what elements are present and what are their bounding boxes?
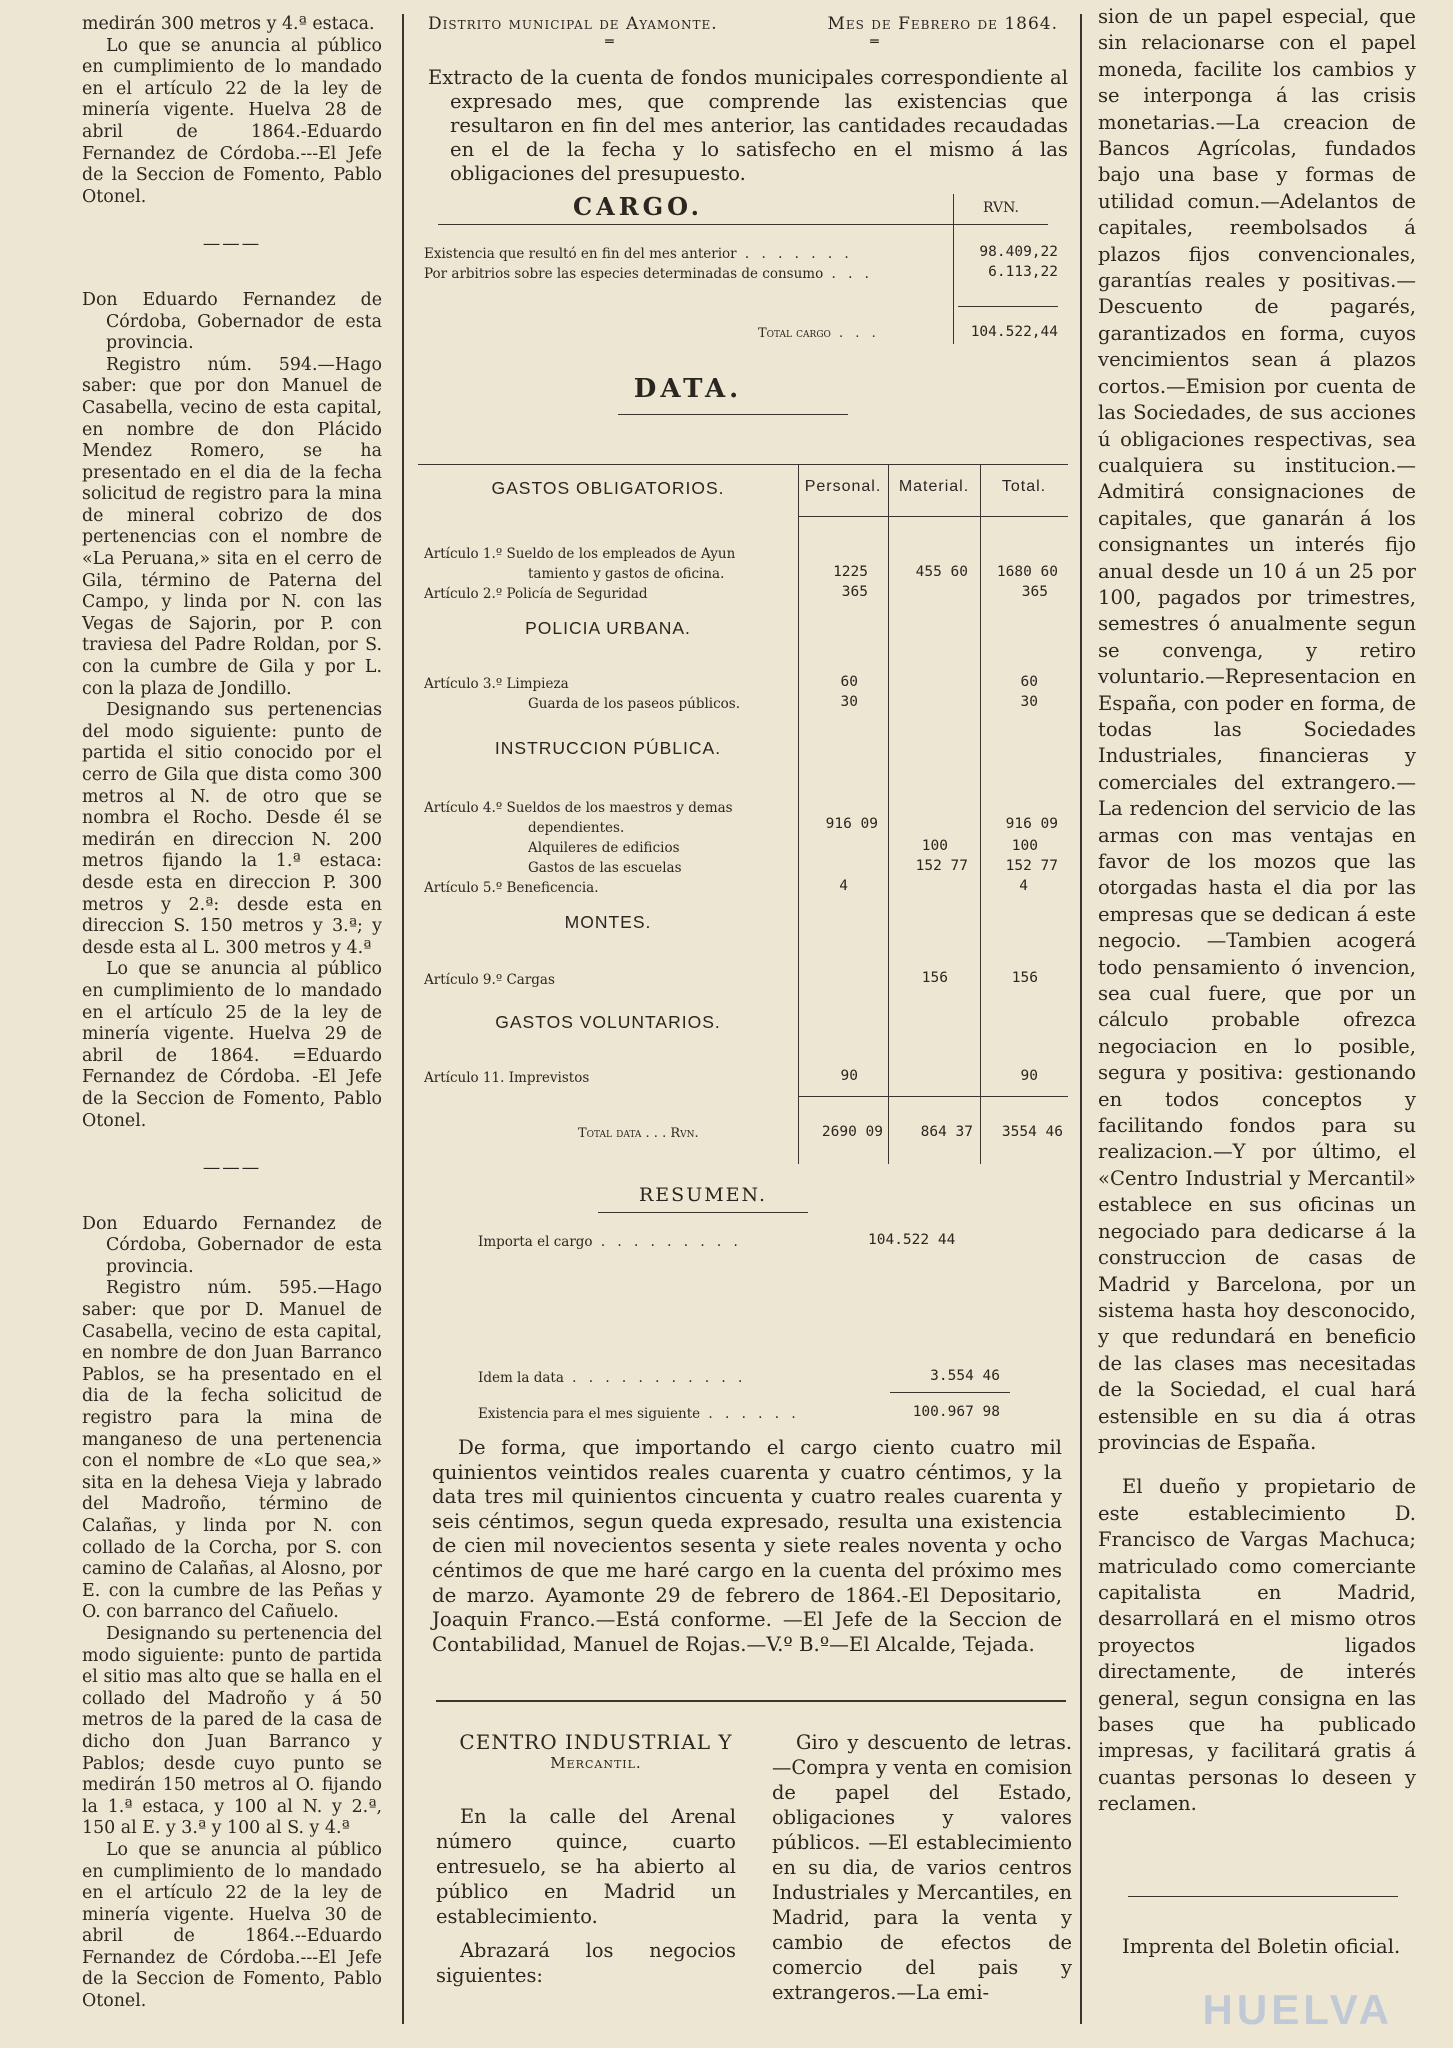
- col1-p5: Designando sus pertenencias del modo siguiente: punto de partida el sitio conocido por el cerro de Gila que dista como 300 metros al N. de otro que se nombra el Rocho. Desde él se medirán en direccion N. 200 metros fijando la 1.ª estaca: desde esta en direccion P. 300 metros y 2.ª: desde esta en direccion S. 150 metros y 3.ª; y desde esta al L. 300 metros y 4.ª: [82, 700, 382, 958]
- col-header-material: Material.: [898, 478, 970, 495]
- art9-total: 156: [1011, 970, 1038, 986]
- col1-p7: Don Eduardo Fernandez de Córdoba, Gobernador de esta provincia.: [82, 1213, 382, 1277]
- resumen-row: Importa el cargo . . . . . . . . .: [478, 1234, 742, 1250]
- col3-p2: El dueño y propietario de este establecimiento D. Francisco de Vargas Machuca; matriculado como comerciante capitalista en Madrid, desarrollará en el mismo otros proyectos ligados directamente, de interés general, segun consigna en las bases que ha publicado impresas, y facilitará gratis á cuantas personas lo deseen y reclamen.: [1098, 1475, 1416, 1816]
- art3-personal: 60: [840, 674, 858, 690]
- art4d-material: 152 77: [915, 858, 968, 874]
- art4-personal: 916 09: [825, 816, 878, 832]
- separator: ———: [202, 234, 262, 255]
- art11: Artículo 11. Imprevistos: [424, 1070, 590, 1086]
- art4-line1: Artículo 4.º Sueldos de los maestros y demas: [424, 800, 733, 816]
- col1-p1: medirán 300 metros y 4.ª estaca.: [82, 14, 375, 34]
- cil-title-line1: CENTRO INDUSTRIAL Y: [459, 1730, 733, 1754]
- resumen-row-label: Importa el cargo: [478, 1234, 593, 1250]
- art5: Artículo 5.º Beneficencia.: [424, 880, 599, 896]
- cargo-row-value: 6.113,22: [988, 264, 1058, 280]
- col3-p1: sion de un papel especial, que sin relacionarse con el papel moneda, facilite los cambios y se interponga á las crisis monetarias.—La creacion de Bancos Agrícolas, fundados bajo una base y formas de utilidad comun.—Adelantos de capitales, reembolsados á plazos fijos convencionales, garantías reales y positivas.—Descuento de pagarés, garantizados en forma, cuyos vencimientos sean á plazos cortos.—Emision por cuenta de las Sociedades, de sus acciones ú obligaciones respectivas, sea cualquiera su institucion.—Admitirá consignaciones de capitales, que ganarán á los consignantes un interés fijo anual desde un 10 á un 25 por 100, pagados por trimestres, semestres ó anualmente segun se convenga, y retiro voluntario.—Representacion en España, con poder en forma, de todas las Sociedades Industriales, financieras y comerciales del extrangero.—La redencion del servicio de las armas con mas ventajas en favor de los mozos que las otorgadas hasta el dia por las empresas que se dedican á este negocio. —Tambien acogerá todo pensamiento ó invencion, sea cual fuere, que por un cálculo probable ofrezca negociacion en lo posible, segura y positiva: gestionando en todos conceptos y facilitando fondos para su realizacion.—Y por último, el «Centro Industrial y Mercantil» establece en sus oficinas un negociado para dedicarse á la construccion de casas de Madrid y Barcelona, por un sistema hasta hoy desconocido, y que redundará en beneficio de las clases mas necesitadas de la Sociedad, el cual hará estensible en su dia á otras provincias de España.: [1098, 5, 1416, 1454]
- rule: [798, 516, 1068, 517]
- art2: Artículo 2.º Policía de Seguridad: [424, 586, 648, 602]
- cil-p3: Giro y descuento de letras. —Compra y venta en comision de papel del Estado, obligaciones y valores públicos. —El establecimiento en su dia, de varios centros Industriales y Mercantiles, en Madrid, para la venta y cambio de efectos de comercio del pais y extrangeros.—La emi-: [772, 1731, 1072, 2004]
- cil-p2: Abrazará los negocios siguientes:: [436, 1939, 736, 1987]
- rule: [598, 1212, 808, 1213]
- accounts-ledger: [418, 186, 1068, 1266]
- col1-p2: Lo que se anuncia al público en cumplimiento de lo mandado en el artículo 22 de la ley de minería vigente. Huelva 28 de abril de 1864.-Eduardo Fernandez de Córdoba.---El Jefe de la Seccion de Fomento, Pablo Otonel.: [82, 35, 382, 207]
- rule: [436, 1700, 1066, 1702]
- total-cargo-value: 104.522,44: [970, 324, 1058, 340]
- section-montes: MONTES.: [564, 912, 652, 932]
- rule: [418, 464, 1068, 465]
- cil-p1: En la calle del Arenal número quince, cuarto entresuelo, se ha abierto al público en Madrid un establecimiento.: [436, 1805, 736, 1928]
- cargo-row: Existencia que resultó en fin del mes anterior . . . . . . .: [424, 246, 853, 262]
- art3b-total: 30: [1020, 694, 1038, 710]
- art1-personal: 1225: [833, 564, 868, 580]
- art9-material: 156: [921, 970, 948, 986]
- cargo-row: Por arbitrios sobre las especies determinadas de consumo . . .: [424, 266, 873, 282]
- art4d: Gastos de las escuelas: [528, 860, 682, 876]
- rvn-label: RVN.: [983, 200, 1019, 216]
- col1-p3: Don Eduardo Fernandez de Córdoba, Gobernador de esta provincia.: [82, 289, 382, 354]
- separator: ———: [202, 1158, 262, 1179]
- resumen-row-value: 3.554 46: [930, 1368, 1000, 1384]
- accounts-header: [418, 14, 1068, 34]
- rule: [798, 1096, 1068, 1097]
- col-header-total: Total.: [1001, 478, 1047, 495]
- art4c: Alquileres de edificios: [528, 840, 680, 856]
- resumen-row-label: Idem la data: [478, 1370, 564, 1386]
- cil-title-line2: Mercantil.: [550, 1754, 642, 1772]
- art1-total: 1680 60: [996, 564, 1058, 580]
- resumen-row: Idem la data . . . . . . . . . . .: [478, 1370, 747, 1386]
- rule: [798, 464, 799, 1164]
- art4c-total: 100: [1011, 838, 1038, 854]
- art1-material: 455 60: [915, 564, 968, 580]
- section-instruccion: INSTRUCCION PÚBLICA.: [494, 738, 722, 758]
- resumen-title: RESUMEN.: [639, 1184, 767, 1206]
- col1-p9: Designando su pertenencia del modo siguiente: punto de partida el sitio mas alto que se halla en el collado del Madroño y á 50 metros de la pared de la casa de dicho don Juan Barranco y Pablos; desde cuyo punto se medirán 150 metros al O. fijando la 1.ª estaca, y 100 al N. y 2.ª, 150 al E. y 3.ª y 100 al S. y 4.ª: [82, 1623, 382, 1839]
- section-policia: POLICIA URBANA.: [525, 618, 691, 638]
- art3: Artículo 3.º Limpieza: [424, 676, 569, 692]
- rule: [980, 464, 981, 1164]
- art1-line2: tamiento y gastos de oficina.: [528, 566, 725, 582]
- resumen-row-value: 100.967 98: [912, 1404, 1000, 1420]
- cargo-row-value: 98.409,22: [979, 244, 1058, 260]
- resumen-row: Existencia para el mes siguiente . . . . . .: [478, 1406, 800, 1422]
- col1-p10: Lo que se anuncia al público en cumplimiento de lo mandado en el artículo 22 de la ley de minería vigente. Huelva 30 de abril de 1864.--Eduardo Fernandez de Córdoba.---El Jefe de la Seccion de Fomento, Pablo Otonel.: [82, 1839, 382, 2012]
- art11-total: 90: [1020, 1068, 1038, 1084]
- section-voluntarios: GASTOS VOLUNTARIOS.: [495, 1012, 721, 1032]
- total-total: 3554 46: [1001, 1124, 1063, 1140]
- resumen-row-value: 104.522 44: [868, 1232, 956, 1248]
- art4-total: 916 09: [1005, 816, 1058, 832]
- closing-paragraph: De forma, que importando el cargo ciento cuatro mil quinientos veintidos reales cuarenta y cuatro céntimos, y la data tres mil quinientos cincuenta y cuatro reales cuarenta y seis céntimos, segun queda expresado, resulta una existencia de cien mil novecientos sesenta y siete reales noventa y ocho céntimos de que me haré cargo en la cuenta del próximo mes de marzo. Ayamonte 29 de febrero de 1864.-El Depositario, Joaquin Franco.—Está conforme. —El Jefe de la Seccion de Contabilidad, Manuel de Rojas.—V.º B.º—El Alcalde, Tejada.: [432, 1436, 1062, 1656]
- total-data-label: Total data . . . Rvn.: [578, 1126, 699, 1141]
- extract-paragraph: Extracto de la cuenta de fondos municipales correspondiente al expresado mes, que comprende las existencias que resultaron en fin del mes anterior, las cantidades recaudadas en el de la fecha y lo satisfecho en el mismo á las obligaciones del presupuesto.: [428, 66, 1068, 185]
- art3-total: 60: [1020, 674, 1038, 690]
- total-material: 864 37: [920, 1124, 973, 1140]
- archive-watermark: HUELVA: [1202, 1986, 1393, 2033]
- art1-line1: Artículo 1.º Sueldo de los empleados de Ayun: [424, 546, 736, 562]
- total-personal: 2690 09: [821, 1124, 883, 1140]
- cargo-row-label: Existencia que resultó en fin del mes anterior: [424, 246, 737, 262]
- art4-line2: dependientes.: [528, 820, 625, 836]
- rule: [890, 1392, 1010, 1393]
- total-cargo-label: Total cargo . . .: [758, 326, 880, 341]
- col1-p8: Registro núm. 595.—Hago saber: que por D. Manuel de Casabella, vecino de esta capital, en nombre de don Juan Barranco Pablos, se ha presentado en el dia de la fecha solicitud de registro para la mina de manganeso de una pertenencia con el nombre de «Lo que sea,» sita en la dehesa Vieja y labrado del Madroño, término de Calañas, y linda por N. con collado de la Corcha, por S. con camino de Calañas, al Alosno, por E. con la cumbre de las Peñas y O. con barranco del Cañuelo.: [82, 1278, 382, 1623]
- column-rule-right: [1080, 14, 1082, 2024]
- art2-personal: 365: [841, 584, 868, 600]
- rule: [958, 306, 1058, 307]
- art4c-material: 100: [921, 838, 948, 854]
- cil-title: [436, 1730, 756, 1772]
- cargo-title: CARGO.: [572, 192, 704, 221]
- imprenta-line: Imprenta del Boletin oficial.: [1122, 1935, 1401, 1958]
- column-rule-left: [402, 14, 404, 2024]
- double-rule: ═: [605, 34, 616, 50]
- rule: [438, 224, 1048, 225]
- total-cargo-text: Total cargo: [758, 326, 831, 341]
- rule: [618, 414, 848, 415]
- district-title: Distrito municipal de Ayamonte.: [428, 14, 718, 34]
- col-header-personal: Personal.: [804, 478, 882, 495]
- art9: Artículo 9.º Cargas: [424, 972, 555, 988]
- left-column: [82, 14, 382, 2013]
- right-column: [1098, 4, 1416, 1818]
- art3b-personal: 30: [840, 694, 858, 710]
- art5-personal: 4: [839, 878, 848, 894]
- data-title: DATA.: [633, 374, 743, 404]
- col1-p4: Registro núm. 594.—Hago saber: que por don Manuel de Casabella, vecino de esta capital, en nombre de don Plácido Mendez Romero, se ha presentado en el dia de la fecha solicitud de registro para la mina de mineral cobrizo de dos pertenencias con el nombre de «La Peruana,» sita en el cerro de Gila, término de Paterna del Campo, y linda por N. con las Vegas de Sajorin, por P. con traviesa del Padre Roldan, por S. con la cumbre de Gila y por L. con la plaza de Jondillo.: [82, 354, 382, 699]
- art3b: Guarda de los paseos públicos.: [528, 696, 741, 712]
- rule: [888, 464, 889, 1164]
- art11-personal: 90: [840, 1068, 858, 1084]
- cargo-row-label: Por arbitrios sobre las especies determinadas de consumo: [424, 266, 824, 282]
- art4d-total: 152 77: [1005, 858, 1058, 874]
- section-obligatorios: GASTOS OBLIGATORIOS.: [491, 478, 725, 498]
- month-title: Mes de Febrero de 1864.: [827, 14, 1058, 34]
- rule: [1128, 1896, 1398, 1897]
- resumen-row-label: Existencia para el mes siguiente: [478, 1406, 701, 1422]
- art5-total: 4: [1019, 878, 1028, 894]
- art2-total: 365: [1021, 584, 1048, 600]
- col1-p6: Lo que se anuncia al público en cumplimiento de lo mandado en el artículo 25 de la ley de minería vigente. Huelva 29 de abril de 1864. =Eduardo Fernandez de Córdoba. -El Jefe de la Seccion de Fomento, Pablo Otonel.: [82, 959, 382, 1131]
- center-column: [418, 14, 1068, 1266]
- double-rule: ═: [870, 34, 881, 50]
- double-rules: [418, 34, 1068, 50]
